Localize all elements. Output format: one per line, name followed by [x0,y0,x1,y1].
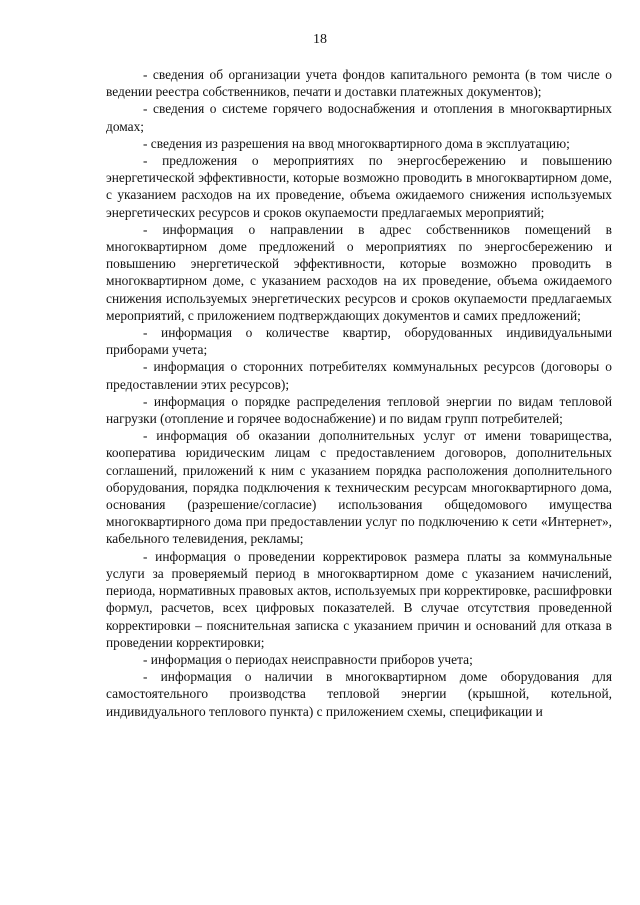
list-item: - информация о сторонних потребителях коммунальных ресурсов (договоры о предоставлении этих ресурсов); [106,359,612,392]
list-item: - информация о порядке распределения тепловой энергии по видам тепловой нагрузки (отопление и горячее водоснабжение) и по видам групп потребителей; [106,393,612,427]
list-item: - сведения о системе горячего водоснабжения и отопления в многоквартирных домах; [106,101,612,134]
list-item: - информация о проведении корректировок размера платы за коммунальные услуги за проверяемый период в многоквартирном доме с указанием начислений, периода, нормативных правовых актов, используемых при корректировке, расшифровки формул, расчетов, всех цифровых показателей. В случае отсутствия проведенной корректировки – пояснительная записка с указанием причин и оснований для отказа в проведении корректировки; [106,548,612,650]
list-item: - сведения об организации учета фондов капитального ремонта (в том числе о ведении реестра собственников, печати и доставки платежных документов); [106,67,612,100]
list-item: - информация об оказании дополнительных услуг от имени товарищества, кооператива юридическим лицам с предоставлением договоров, дополнительных соглашений, приложений к ним с указанием порядка расположения дополнительного оборудования, порядка подключения к техническим ресурсам многоквартирного дома, основания (разрешение/согласие) использования общедомового имущества многоквартирного дома при предоставлении услуг по подключению к сети «Интернет», кабельного телевидения, рекламы; [106,428,612,547]
list-item: - информация о периодах неисправности приборов учета; [143,651,473,667]
document-body [106,66,612,720]
list-item: - сведения из разрешения на ввод многоквартирного дома в эксплуатацию; [143,135,570,151]
list-item: - информация о наличии в многоквартирном доме оборудования для самостоятельного производства тепловой энергии (крышной, котельной, индивидуального теплового пункта) с приложением схемы, спецификации и [106,669,612,719]
page-number: 18 [313,32,327,47]
list-item: - предложения о мероприятиях по энергосбережению и повышению энергетической эффективности, которые возможно проводить в многоквартирном доме, с указанием расходов на их проведение, объема ожидаемого снижения используемых энергетических ресурсов и сроков окупаемости предлагаемых мероприятий; [106,153,612,220]
list-item: - информация о направлении в адрес собственников помещений в многоквартирном доме предложений о мероприятиях по энергосбережению и повышению энергетической эффективности, которые возможно проводить в многоквартирном доме, с указанием расходов на их проведение, объема ожидаемого снижения используемых энергетических ресурсов и сроков окупаемости предлагаемых мероприятий, с приложением подтверждающих документов и самих предложений; [106,221,612,323]
list-item: - информация о количестве квартир, оборудованных индивидуальными приборами учета; [106,325,612,358]
